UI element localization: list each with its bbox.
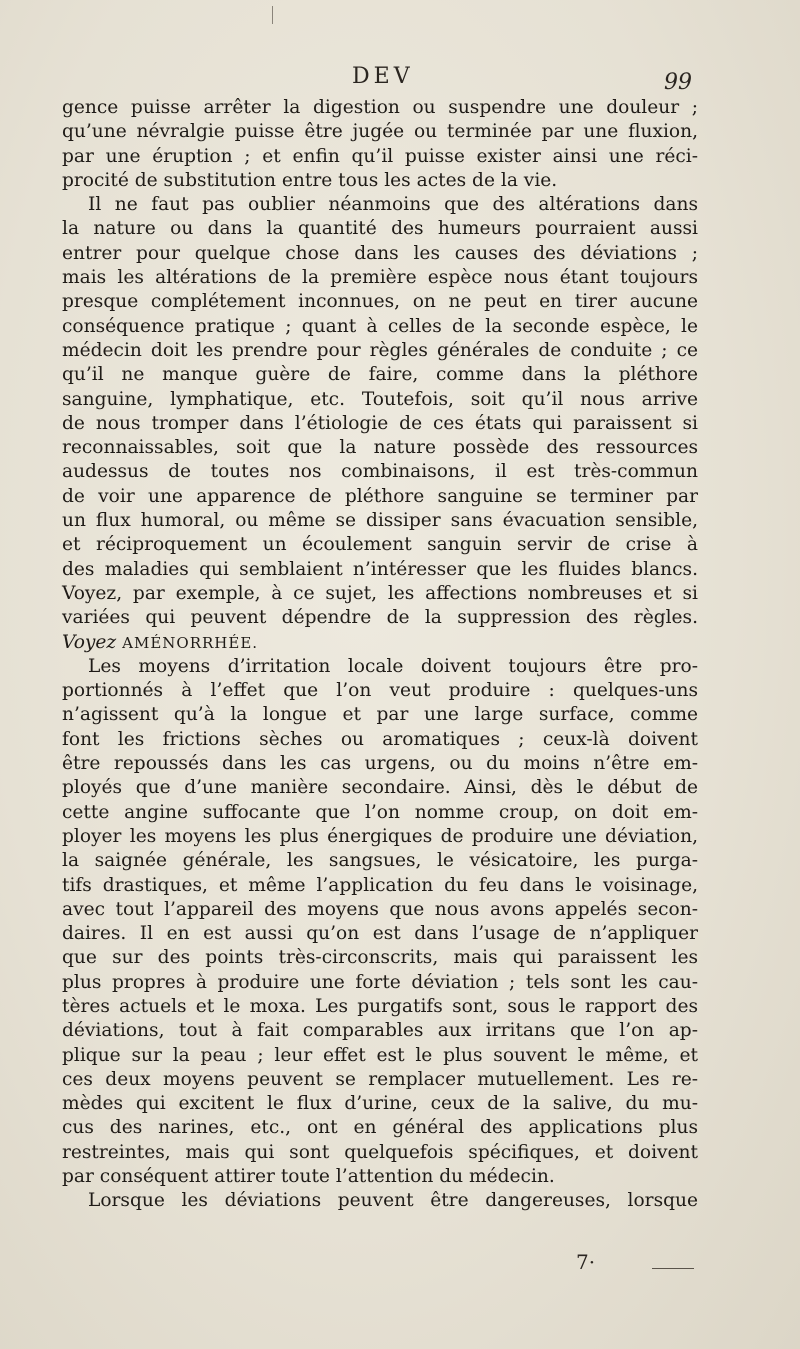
text-line: mais les altérations de la première espèce nous étant toujours — [62, 267, 698, 289]
page-number: 99 — [664, 70, 692, 95]
text-line: des maladies qui semblaient n’intéresser que les fluides blancs. — [62, 558, 698, 580]
text-line: de voir une apparence de pléthore sanguine se terminer par — [62, 485, 698, 507]
text-line: presque complétement inconnues, on ne peut en tirer aucune — [62, 291, 698, 313]
margin-mark — [272, 6, 273, 24]
text-line: et réciproquement un écoulement sanguin servir de crise à — [62, 534, 698, 556]
cross-reference — [62, 631, 698, 655]
text-line: un flux humoral, ou même se dissiper sans évacuation sensible, — [62, 510, 698, 532]
text-line: la nature ou dans la quantité des humeurs pourraient aussi — [62, 218, 698, 240]
text-line: tifs drastiques, et même l’application du feu dans le voisinage, — [62, 874, 698, 896]
text-line: qu’il ne manque guère de faire, comme dans la pléthore — [62, 364, 698, 386]
text-line: entrer pour quelque chose dans les causes des déviations ; — [62, 242, 698, 264]
text-line: portionnés à l’effet que l’on veut produire : quelques-uns — [62, 680, 698, 702]
text-line: médecin doit les prendre pour règles générales de conduite ; ce — [62, 339, 698, 361]
text-line: daires. Il en est aussi qu’on est dans l’usage de n’appliquer — [62, 923, 698, 945]
text-line: ployer les moyens les plus énergiques de produire une déviation, — [62, 825, 698, 847]
text-line: font les frictions sèches ou aromatiques ; ceux-là doivent — [62, 728, 698, 750]
text-line: audessus de toutes nos combinaisons, il est très-commun — [62, 461, 698, 483]
text-line: n’agissent qu’à la longue et par une large surface, comme — [62, 704, 698, 726]
text-line: déviations, tout à fait comparables aux irritans que l’on ap- — [62, 1020, 698, 1042]
body-text — [62, 96, 698, 1214]
text-line: tères actuels et le moxa. Les purgatifs sont, sous le rapport des — [62, 995, 698, 1017]
text-line: que sur des points très-circonscrits, mais qui paraissent les — [62, 947, 698, 969]
text-line: plique sur la peau ; leur effet est le plus souvent le même, et — [62, 1044, 698, 1066]
text-line: qu’une névralgie puisse être jugée ou terminée par une fluxion, — [62, 121, 698, 143]
text-line: mèdes qui excitent le flux d’urine, ceux de la salive, du mu- — [62, 1093, 698, 1115]
text-line: reconnaissables, soit que la nature possède des ressources — [62, 437, 698, 459]
running-head: DEV — [352, 64, 414, 89]
text-line: restreintes, mais qui sont quelquefois spécifiques, et doivent — [62, 1141, 698, 1163]
text-line: conséquence pratique ; quant à celles de la seconde espèce, le — [62, 315, 698, 337]
cross-reference-prefix: Voyez — [62, 631, 117, 653]
text-line: la saignée générale, les sangsues, le vésicatoire, les purga- — [62, 850, 698, 872]
text-line: procité de substitution entre tous les actes de la vie. — [62, 169, 558, 191]
text-line: Voyez, par exemple, à ce sujet, les affections nombreuses et si — [62, 582, 698, 604]
text-line: gence puisse arrêter la digestion ou suspendre une douleur ; — [62, 97, 698, 118]
text-line: être repoussés dans les cas urgens, ou du moins n’être em- — [62, 753, 698, 775]
text-line: Lorsque les déviations peuvent être dangereuses, lorsque — [88, 1190, 698, 1212]
text-line: par conséquent attirer toute l’attention du médecin. — [62, 1166, 555, 1188]
text-line: Il ne faut pas oublier néanmoins que des altérations dans — [88, 194, 698, 216]
text-line: de nous tromper dans l’étiologie de ces états qui paraissent si — [62, 412, 698, 434]
text-line: cus des narines, etc., ont en général des applications plus — [62, 1117, 698, 1139]
text-line: variées qui peuvent dépendre de la suppression des règles. — [62, 607, 698, 629]
text-line: ployés que d’une manière secondaire. Ainsi, dès le début de — [62, 777, 698, 799]
text-line: sanguine, lymphatique, etc. Toutefois, soit qu’il nous arrive — [62, 388, 698, 410]
text-line: ces deux moyens peuvent se remplacer mutuellement. Les re- — [62, 1068, 698, 1090]
text-line: par une éruption ; et enfin qu’il puisse exister ainsi une réci- — [62, 145, 698, 167]
cross-reference-term: AMÉNORRHÉE. — [122, 633, 259, 652]
text-line: Les moyens d’irritation locale doivent toujours être pro- — [88, 655, 698, 677]
signature-mark: 7· — [576, 1250, 596, 1274]
text-line: avec tout l’appareil des moyens que nous avons appelés secon- — [62, 898, 698, 920]
text-line: cette angine suffocante que l’on nomme croup, on doit em- — [62, 801, 698, 823]
text-line: plus propres à produire une forte déviation ; tels sont les cau- — [62, 971, 698, 993]
signature-rule — [652, 1268, 694, 1269]
